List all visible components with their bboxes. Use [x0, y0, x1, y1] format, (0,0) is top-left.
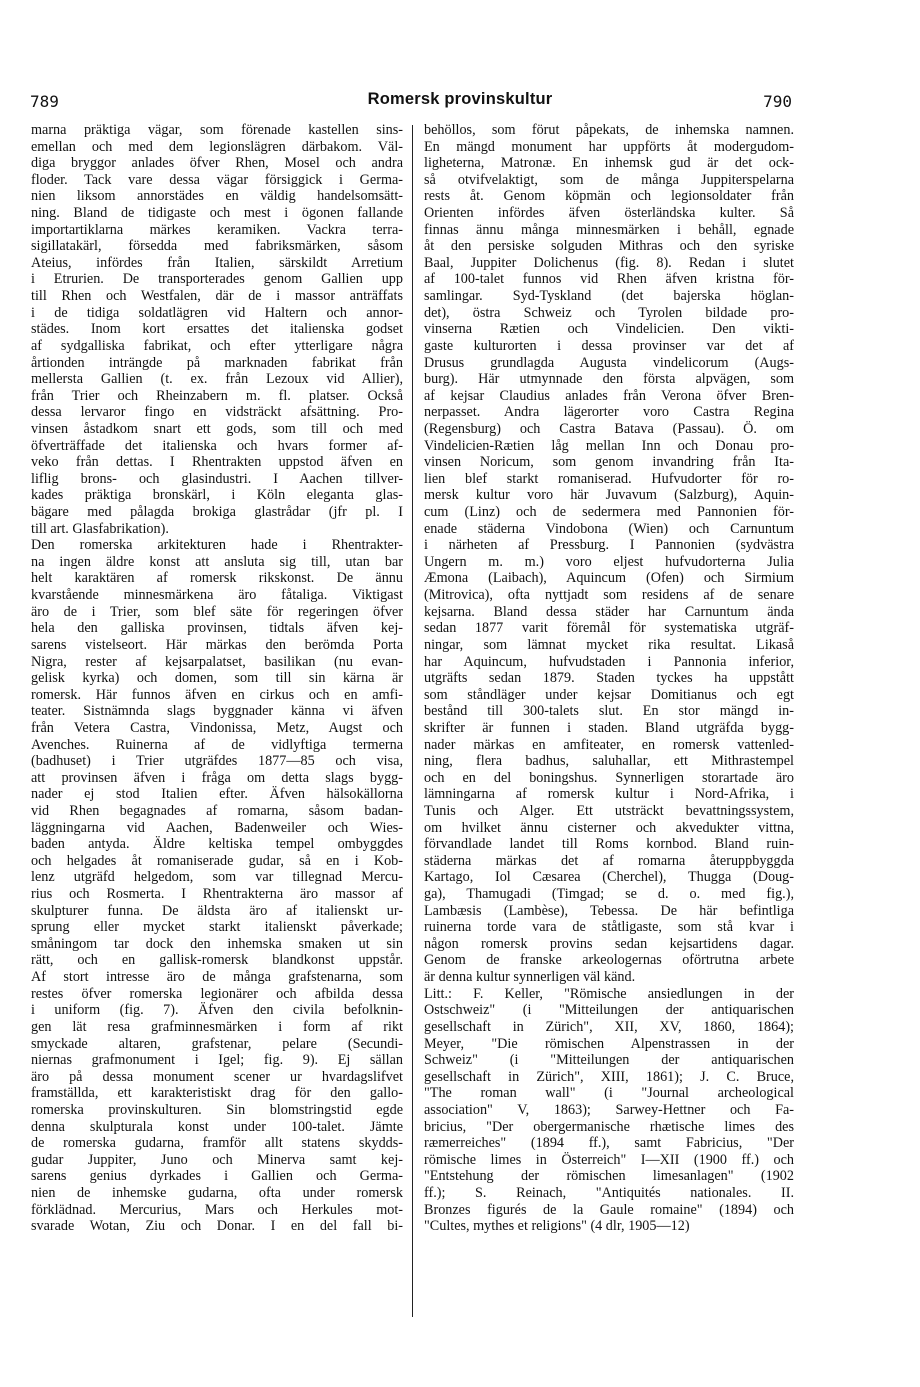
text-line: Ungern m. m.) voro eljest hufvudorterna Julia — [424, 553, 794, 570]
text-line: Æmona (Laibach), Aquincum (Ofen) och Sirmium — [424, 570, 794, 587]
text-line: nien liksom annorstädes en väldig handelsomsätt- — [31, 188, 403, 205]
right-text-column — [424, 122, 794, 1235]
text-line: restes öfver romerska legionärer och afbilda dessa — [31, 985, 403, 1002]
text-line: romersk. Här funnos äfven en cirkus och en amfi- — [31, 686, 403, 703]
text-line: importartiklarna märkes keramiken. Vackra terra- — [31, 221, 403, 238]
text-line: finnas ännu många minnesmärken i behåll, egnade — [424, 221, 794, 238]
text-line: sedan 1877 varit föremål för systematiska utgräf- — [424, 620, 794, 637]
text-line: af kejsar Claudius anlades från Verona öfver Bren- — [424, 387, 794, 404]
page-number-right: 790 — [763, 92, 792, 111]
text-line: teater. Sistnämnda slags byggnader känna vi äfven — [31, 703, 403, 720]
text-line: kades präktiga bronskärl, i Köln eleganta glas- — [31, 487, 403, 504]
text-line: någon romersk provins sedan kejsartidens dagar. — [424, 935, 794, 952]
text-line: Ostschweiz" (i "Mitteilungen der antiquarischen — [424, 1002, 794, 1019]
left-text-column — [31, 122, 403, 1235]
text-line: association" V, 1863); Sarwey-Hettner och Fa- — [424, 1101, 794, 1118]
text-line: sprung eller mycket starkt italienskt påverkade; — [31, 919, 403, 936]
text-line: Tunis och Alger. Ett utsträckt bevattningssystem, — [424, 802, 794, 819]
text-line: från Vetera Castra, Vindonissa, Metz, Augst och — [31, 719, 403, 736]
text-line: kejsarna. Bland dessa städer har Carnuntum ända — [424, 603, 794, 620]
text-line: gelisk kyrka) och domen, som till sin kärna är — [31, 670, 403, 687]
text-line: Af stort intresse äro de många grafstenarna, som — [31, 969, 403, 986]
text-line: ruinerna torde vara de ståtligaste, som stå kvar i — [424, 919, 794, 936]
text-line: emellan och med dem legionslägren därbakom. Väl- — [31, 138, 403, 155]
text-line: enade städerna Vindobona (Wien) och Carnuntum — [424, 520, 794, 537]
text-line: sigillatakärl, försedda med fabriksmärken, såsom — [31, 238, 403, 255]
text-line: Drusus grundlagda Augusta vindelicorum (Augs- — [424, 354, 794, 371]
text-line: romerska provinskulturen. Sin blomstringstid egde — [31, 1101, 403, 1118]
text-line: veko från dettas. I Rhentrakten uppstod äfven en — [31, 454, 403, 471]
text-line: i närheten af Pressburg. I Pannonien (sydvästra — [424, 537, 794, 554]
text-line: och en del boningshus. Synnerligen storartade äro — [424, 769, 794, 786]
text-line: (badhuset) i Trier utgräfdes 1877—85 och visa, — [31, 753, 403, 770]
text-line: smyckade altaren, grafstenar, pelare (Secundi- — [31, 1035, 403, 1052]
text-line: kvarstående minnesmärkena äro fåtaliga. Viktigast — [31, 587, 403, 604]
text-line: floder. Tack vare dessa vägar försiggick i Germa- — [31, 171, 403, 188]
text-line: denna skulpturala konst under 100-talet. Jämte — [31, 1118, 403, 1135]
text-line: rests åt. Genom köpmän och legionsoldater från — [424, 188, 794, 205]
text-line: dessa lervaror fingo en vidsträckt afsättning. Pro- — [31, 404, 403, 421]
text-line: marna präktiga vägar, som förenade kastellen sins- — [31, 122, 403, 138]
text-line: gesellschaft in Zürich", XII, XV, 1860, 1864); — [424, 1018, 794, 1035]
text-line: ræmerreiches" (1894 ff.), samt Fabricius, "Der — [424, 1135, 794, 1152]
text-line: framställda, ett karakteristiskt drag för den gallo- — [31, 1085, 403, 1102]
text-line: samlingar. Syd-Tyskland (det bajerska höglan- — [424, 288, 794, 305]
text-line: Orienten infördes äfven österländska kulter. Så — [424, 205, 794, 222]
text-line: rius och Rosmerta. I Rhentrakterna äro massor af — [31, 886, 403, 903]
text-line: gen lät resa grafminnesmärken i form af rikt — [31, 1018, 403, 1035]
text-line: ningar, som lämnat mycket rika resultat. Likaså — [424, 636, 794, 653]
text-line: nader märkas en amfiteater, en romersk vattenled- — [424, 736, 794, 753]
text-line: ff.); S. Reinach, "Antiquités nationales. II. — [424, 1185, 794, 1201]
text-line: städes. Inom kort ersattes det italienska godset — [31, 321, 403, 338]
text-line: nerpasset. Andra lägerorter voro Castra Regina — [424, 404, 794, 421]
running-title: Romersk provinskultur — [367, 90, 553, 108]
text-line: baden antyda. Äldre keltiska tempel ombyggdes — [31, 836, 403, 853]
text-line: bestånd till 300-talets slut. En stor mängd in- — [424, 703, 794, 720]
text-line: sarens vistelseort. Här märkas den berömda Porta — [31, 636, 403, 653]
text-line: na ingen äldre konst att ansluta sig till, utan bar — [31, 553, 403, 570]
text-line: En mängd monument har uppförts åt modergudom- — [424, 138, 794, 155]
text-line: "Cultes, mythes et religions" (4 dlr, 1905—12) — [424, 1218, 690, 1235]
text-line: de romerska gudarna, framför allt statens skydds- — [31, 1135, 403, 1152]
text-line: från Trier och Rheinzabern m. fl. platser. Också — [31, 387, 403, 404]
text-line: Bronzes figurés de la Gaule romaine" (1894) och — [424, 1201, 794, 1218]
text-line: burg). Här utmynnade den första alpvägen, som — [424, 371, 794, 388]
text-line: rätt, och en gallisk-romersk blandkonst uppstår. — [31, 952, 403, 969]
text-line: småningom tar dock den inhemska smaken ut sin — [31, 935, 403, 952]
text-line: förvandlade landet till Roms kornbod. Bland ruin- — [424, 836, 794, 853]
text-line: så otvifvelaktigt, som de många Juppiterspelarna — [424, 171, 794, 188]
text-line: liflig brons- och glasindustri. I Aachen tillver- — [31, 470, 403, 487]
text-line: (Mitrovica), ofta nyttjadt som residens af de senare — [424, 587, 794, 604]
text-line: ligheterna, Matronæ. En inhemsk gud är det ock- — [424, 155, 794, 172]
text-line: skrifter är funnen i staden. Bland utgräfda bygg- — [424, 719, 794, 736]
text-line: ga), Thamugadi (Timgad; se d. o. med fig.), — [424, 886, 794, 903]
text-line: ning. Bland de tidigaste och mest i ögonen fallande — [31, 205, 403, 222]
text-line: vinsen åstadkom snart ett gods, som till och med — [31, 420, 403, 437]
text-line: svarade Wotan, Ziu och Donar. I en del fall bi- — [31, 1218, 403, 1235]
text-line: vinserna Rætien och Vindelicien. Den vikti- — [424, 321, 794, 338]
text-line: vid Rhen begagnades af romarna, såsom badan- — [31, 802, 403, 819]
text-line: nader ej stod Italien efter. Äfven hälsokällorna — [31, 786, 403, 803]
text-line: Vindelicien-Rætien låg mellan Inn och Donau pro- — [424, 437, 794, 454]
text-line: bricius, "Der obergermanische rhætische limes des — [424, 1118, 794, 1135]
text-line: bägare med pålagda brokiga glastrådar (jfr pl. I — [31, 504, 403, 521]
text-line: diga bryggor anlades öfver Rhen, Mosel och andra — [31, 155, 403, 172]
text-line: Kartago, Iol Cæsarea (Cherchel), Thugga (Doug- — [424, 869, 794, 886]
text-line: har Aquincum, hufvudstaden i Pannonia inferior, — [424, 653, 794, 670]
text-line: hela den galliska provinsen, tidtals äfven kej- — [31, 620, 403, 637]
text-line: Nigra, rester af kejsarpalatset, basilikan (nu evan- — [31, 653, 403, 670]
text-line: Ateius, infördes från Italien, särskildt Arretium — [31, 254, 403, 271]
text-line: sarens genius dyrkades i Gallien och Germa- — [31, 1168, 403, 1185]
text-line: niernas grafmonument i Igel; fig. 9). Ej sällan — [31, 1052, 403, 1069]
text-line: åt den persiske solguden Mithras och den syriske — [424, 238, 794, 255]
text-line: af sydgalliska fabrikat, och efter ytterligare några — [31, 337, 403, 354]
text-line: af 100-talet funnos vid Rhen äfven kristna för- — [424, 271, 794, 288]
text-line: i Etrurien. De transporterades genom Gallien upp — [31, 271, 403, 288]
text-line: Litt.: F. Keller, "Römische ansiedlungen in der — [424, 985, 794, 1002]
text-line: (Regensburg) och Castra Batava (Passau). Ö. om — [424, 420, 794, 437]
text-line: det), östra Schweiz och Tyrolen bildade pro- — [424, 304, 794, 321]
text-line: Schweiz" (i "Mitteilungen der antiquarischen — [424, 1052, 794, 1069]
text-line: gesellschaft in Zürich", XIII, 1861); J. C. Bruce, — [424, 1068, 794, 1085]
text-line: vinsen Noricum, som genom invandring från Ita- — [424, 454, 794, 471]
text-line: att provinsen äfven i fråga om detta slags bygg- — [31, 769, 403, 786]
text-line: lämningarna af romersk kultur i Nord-Afrika, i — [424, 786, 794, 803]
text-line: ning, flera badhus, saluhallar, ett Mithrastempel — [424, 753, 794, 770]
text-line: till art. Glasfabrikation). — [31, 520, 169, 537]
text-line: gudar Juppiter, Juno och Minerva samt kej- — [31, 1151, 403, 1168]
text-line: till Rhen och Westfalen, där de i massor anträffats — [31, 288, 403, 305]
text-line: behöllos, som förut påpekats, de inhemska namnen. — [424, 122, 794, 138]
text-line: läggningarna vid Aachen, Badenweiler och Wies- — [31, 819, 403, 836]
text-line: gaste kulturorten i dessa provinser var det af — [424, 337, 794, 354]
text-line: äro på dessa monument scener ur hvardagslifvet — [31, 1068, 403, 1085]
text-line: är denna kultur synnerligen väl känd. — [424, 969, 636, 986]
text-line: som ståndläger under kejsar Domitianus och egt — [424, 686, 794, 703]
text-line: lenz utgräfd helgedom, som var tillegnad Mercu- — [31, 869, 403, 886]
text-line: utgräfts sedan 1879. Staden tyckes ha uppstått — [424, 670, 794, 687]
text-line: städerna märkas det af romarna återuppbyggda — [424, 852, 794, 869]
text-line: äro de i Trier, som blef säte för regeringen öfver — [31, 603, 403, 620]
text-line: Baal, Juppiter Dolichenus (fig. 8). Redan i slutet — [424, 254, 794, 271]
text-line: i uniform (fig. 7). Äfven den civila befolknin- — [31, 1002, 403, 1019]
text-line: Genom de franske arkeologernas oförtrutna arbete — [424, 952, 794, 969]
text-line: "Entstehung der römischen limesanlagen" (1902 — [424, 1168, 794, 1185]
text-line: Lambæsis (Lambèse), Tebessa. De här befintliga — [424, 902, 794, 919]
text-line: mellersta Gallien (t. ex. från Lezoux vid Allier), — [31, 371, 403, 388]
text-line: Avenches. Ruinerna af de vidlyftiga termerna — [31, 736, 403, 753]
text-line: skulpturer funna. De äldsta äro af italienskt ur- — [31, 902, 403, 919]
page-number-left: 789 — [30, 92, 59, 111]
text-line: om hvilket ännu cisterner och akvedukter vittna, — [424, 819, 794, 836]
text-line: förklädnad. Mercurius, Mars och Herkules mot- — [31, 1201, 403, 1218]
text-line: "The roman wall" (i "Journal archeological — [424, 1085, 794, 1102]
text-line: römische limes in Österreich" I—XII (1900 ff.) och — [424, 1151, 794, 1168]
column-divider — [412, 125, 413, 1317]
text-line: nien de inhemske gudarna, ofta under romersk — [31, 1185, 403, 1201]
text-line: helt karaktären af romersk rikskonst. De ännu — [31, 570, 403, 587]
text-line: Meyer, "Die römischen Alpenstrassen in der — [424, 1035, 794, 1052]
text-line: mersk kultur voro här Juvavum (Salzburg), Aquin- — [424, 487, 794, 504]
text-line: öfverträffade det italienska och hvars former af- — [31, 437, 403, 454]
text-line: i de tidiga soldatlägren vid Haltern och annor- — [31, 304, 403, 321]
text-line: och helgades åt romaniserade gudar, så en i Kob- — [31, 852, 403, 869]
text-line: lien blef starkt romaniserad. Hufvudorter för ro- — [424, 470, 794, 487]
text-line: cum (Linz) och de sedermera med Pannonien för- — [424, 504, 794, 521]
text-line: årtionden inträngde på marknaden fabrikat från — [31, 354, 403, 371]
text-line: Den romerska arkitekturen hade i Rhentrakter- — [31, 537, 403, 554]
